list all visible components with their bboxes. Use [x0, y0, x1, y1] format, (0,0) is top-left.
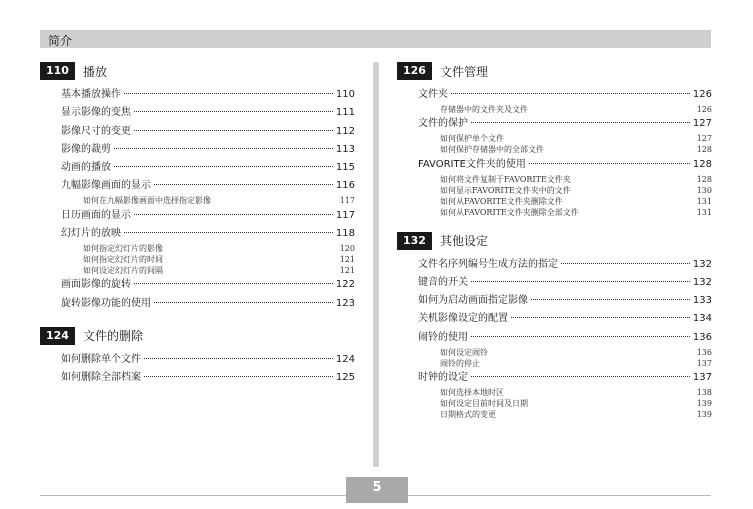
toc-left-column: [40, 62, 355, 387]
section-title: 文件的删除: [82, 329, 143, 344]
toc-entry-page: 134: [692, 313, 712, 325]
toc-subentry-title: 如何选择本地时区: [440, 388, 504, 398]
section-gap: [397, 218, 712, 232]
toc-subentry-title: 如何在九幅影像画面中选择指定影像: [83, 196, 211, 206]
toc-entry-page: 123: [335, 297, 355, 309]
section-title: 其他设定: [439, 234, 488, 249]
toc-entry-page: 115: [335, 162, 355, 174]
toc-entry-page: 133: [692, 295, 712, 307]
toc-subentry-page: 137: [696, 358, 712, 368]
toc-entry-page: 110: [335, 89, 355, 100]
toc-entry-list: [61, 353, 355, 387]
toc-entry[interactable]: [61, 106, 355, 122]
toc-entry-title: 文件夹: [418, 89, 448, 100]
section-title: 播放: [82, 64, 107, 79]
toc-entry-page: 126: [692, 89, 712, 100]
section-title: 文件管理: [439, 64, 488, 79]
toc-subentry-page: 120: [339, 244, 355, 254]
toc-entry[interactable]: [418, 331, 712, 347]
column-divider: [373, 62, 379, 467]
toc-subentry-page: 130: [696, 185, 712, 195]
dot-leader: [114, 148, 333, 149]
section-heading: [40, 327, 355, 345]
dot-leader: [134, 130, 333, 131]
toc-entry-page: 117: [335, 209, 355, 221]
toc-entry-title: 基本播放操作: [61, 89, 121, 100]
toc-entry-page: 127: [692, 118, 712, 130]
toc-subentry-page: 139: [696, 410, 712, 420]
toc-subentry-title: 如何显示FAVORITE文件夹中的文件: [440, 185, 571, 195]
dot-leader: [144, 358, 333, 359]
toc-entry[interactable]: [61, 297, 355, 313]
toc-entry-title: 如何删除单个文件: [61, 353, 141, 365]
toc-subentry-title: 闹铃的停止: [440, 358, 480, 368]
section-number: 124: [40, 327, 75, 345]
toc-entry-page: 132: [692, 276, 712, 288]
dot-leader: [144, 376, 333, 377]
toc-entry[interactable]: [61, 278, 355, 294]
toc-entry-list: [418, 258, 712, 420]
toc-subentry[interactable]: [440, 104, 712, 115]
section-heading: [397, 62, 712, 80]
toc-subentry[interactable]: [440, 387, 712, 398]
toc-subentry-title: 如何设定目前时间及日期: [440, 399, 528, 409]
toc-entry[interactable]: [418, 117, 712, 133]
toc-entry-title: 旋转影像功能的使用: [61, 297, 151, 309]
toc-subentry-page: 128: [696, 174, 712, 184]
toc-subentry[interactable]: [440, 358, 712, 369]
dot-leader: [154, 184, 333, 185]
toc-entry-title: 九幅影像画面的显示: [61, 180, 151, 192]
toc-subentry[interactable]: [83, 195, 355, 206]
dot-leader: [124, 232, 333, 233]
toc-subentry[interactable]: [440, 347, 712, 358]
toc-subentry-title: 如何设定幻灯片的间隔: [83, 266, 163, 276]
toc-entry-title: 显示影像的变焦: [61, 107, 131, 119]
dot-leader: [451, 93, 690, 94]
toc-entry-title: 日历画面的显示: [61, 209, 131, 221]
section-number: 132: [397, 232, 432, 250]
toc-entry-page: 125: [335, 371, 355, 383]
section-heading: [397, 232, 712, 250]
dot-leader: [471, 336, 690, 337]
toc-subentry[interactable]: [440, 196, 712, 207]
toc-entry-title: 幻灯片的放映: [61, 228, 121, 240]
dot-leader: [529, 163, 690, 164]
toc-subentry[interactable]: [440, 207, 712, 218]
toc-subentry-title: 如何将文件复制于FAVORITE文件夹: [440, 174, 571, 184]
toc-entry-page: 137: [692, 372, 712, 384]
toc-subentry-title: 存储器中的文件夹及文件: [440, 105, 528, 114]
toc-entry[interactable]: [418, 158, 712, 174]
toc-subentry-title: 如何保护存储器中的全部文件: [440, 145, 544, 155]
toc-subentry-title: 日期格式的变更: [440, 410, 496, 420]
toc-subentry[interactable]: [440, 133, 712, 144]
toc-entry[interactable]: [61, 371, 355, 387]
toc-subentry-page: 128: [696, 145, 712, 155]
toc-entry-page: 124: [335, 353, 355, 365]
toc-subentry-page: 117: [339, 196, 355, 206]
dot-leader: [154, 302, 333, 303]
toc-entry[interactable]: [61, 161, 355, 177]
toc-entry[interactable]: [61, 88, 355, 104]
toc-subentry[interactable]: [440, 398, 712, 409]
toc-entry[interactable]: [418, 294, 712, 310]
dot-leader: [471, 281, 690, 282]
toc-subentry-page: 127: [696, 134, 712, 144]
toc-entry[interactable]: [61, 179, 355, 195]
toc-subentry[interactable]: [440, 185, 712, 196]
toc-entry[interactable]: [61, 227, 355, 243]
toc-subentry-page: 131: [696, 196, 712, 206]
dot-leader: [134, 111, 333, 112]
page-number: 5: [346, 477, 408, 503]
toc-entry-title: 闹铃的使用: [418, 331, 468, 343]
header-title: 简介: [48, 34, 73, 48]
dot-leader: [471, 376, 690, 377]
toc-entry-title: 文件的保护: [418, 118, 468, 130]
toc-subentry[interactable]: [83, 265, 355, 276]
toc-subentry[interactable]: [83, 243, 355, 254]
toc-entry-title: 如何为启动画面指定影像: [418, 295, 528, 307]
toc-entry-title: 如何删除全部档案: [61, 371, 141, 383]
toc-entry[interactable]: [61, 125, 355, 141]
toc-entry[interactable]: [61, 353, 355, 369]
toc-subentry-page: 136: [696, 347, 712, 357]
dot-leader: [471, 122, 690, 123]
toc-entry[interactable]: [418, 371, 712, 387]
toc-subentry-page: 121: [339, 266, 355, 276]
dot-leader: [124, 93, 333, 94]
section-heading: [40, 62, 355, 80]
toc-entry-title: 动画的播放: [61, 162, 111, 174]
toc-entry-title: 画面影像的旋转: [61, 279, 131, 291]
toc-entry[interactable]: [418, 258, 712, 274]
toc-entry-page: 128: [692, 158, 712, 170]
section-gap: [40, 313, 355, 327]
toc-right-column: [397, 62, 712, 420]
toc-entry[interactable]: [418, 312, 712, 328]
toc-subentry[interactable]: [440, 144, 712, 155]
toc-entry[interactable]: [418, 276, 712, 292]
toc-entry-title: 时钟的设定: [418, 372, 468, 384]
toc-entry-list: [61, 88, 355, 313]
toc-subentry-title: 如何从FAVORITE文件夹删除全部文件: [440, 207, 579, 217]
toc-entry[interactable]: [61, 209, 355, 225]
toc-subentry-title: 如何设定闹铃: [440, 347, 488, 357]
toc-entry-page: 116: [335, 180, 355, 192]
toc-subentry-page: 121: [339, 255, 355, 265]
toc-subentry[interactable]: [83, 254, 355, 265]
toc-subentry-title: 如何指定幻灯片的影像: [83, 244, 163, 254]
toc-entry-title: 文件名序列编号生成方法的指定: [418, 258, 558, 270]
toc-subentry[interactable]: [440, 174, 712, 185]
toc-entry[interactable]: [61, 143, 355, 159]
toc-entry-title: FAVORITE文件夹的使用: [418, 158, 526, 170]
header-bar: [40, 30, 711, 48]
section-number: 126: [397, 62, 432, 80]
toc-entry-page: 132: [692, 258, 712, 270]
toc-entry-page: 112: [335, 125, 355, 137]
dot-leader: [114, 166, 333, 167]
toc-entry-page: 111: [335, 107, 355, 119]
dot-leader: [531, 299, 690, 300]
toc-entry-title: 关机影像设定的配置: [418, 313, 508, 325]
toc-subentry-title: 如何指定幻灯片的时间: [83, 255, 163, 265]
toc-subentry-title: 如何从FAVORITE文件夹删除文件: [440, 196, 563, 206]
dot-leader: [134, 283, 333, 284]
toc-entry-title: 影像尺寸的变更: [61, 125, 131, 137]
toc-entry-title: 键音的开关: [418, 276, 468, 288]
section-number: 110: [40, 62, 75, 80]
toc-subentry-page: 138: [696, 388, 712, 398]
toc-entry-page: 118: [335, 228, 355, 240]
toc-entry[interactable]: [418, 88, 712, 104]
toc-entry-page: 122: [335, 279, 355, 291]
dot-leader: [134, 214, 333, 215]
toc-subentry[interactable]: [440, 409, 712, 420]
toc-subentry-page: 131: [696, 207, 712, 217]
toc-entry-page: 113: [335, 143, 355, 155]
toc-subentry-title: 如何保护单个文件: [440, 134, 504, 144]
toc-subentry-page: 126: [696, 105, 712, 114]
toc-entry-list: [418, 88, 712, 218]
toc-entry-page: 136: [692, 331, 712, 343]
toc-subentry-page: 139: [696, 399, 712, 409]
dot-leader: [511, 317, 690, 318]
dot-leader: [561, 263, 690, 264]
toc-entry-title: 影像的裁剪: [61, 143, 111, 155]
